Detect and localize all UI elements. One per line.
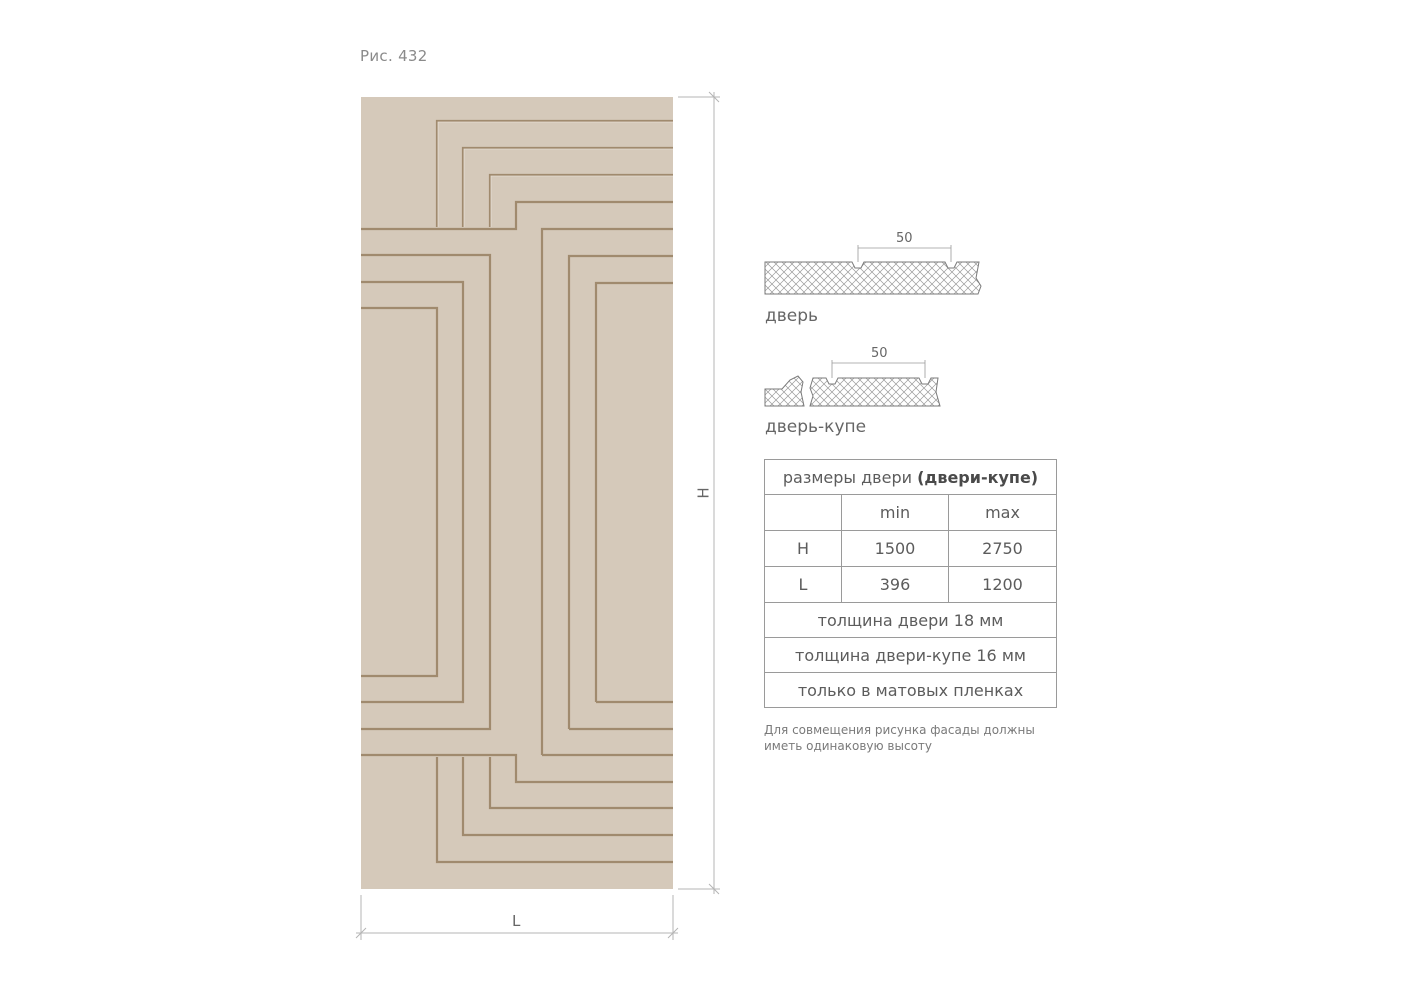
size-table (764, 459, 1057, 708)
door-profile-dimension: 50 (896, 231, 913, 246)
sliding-door-profile-caption: дверь-купе (765, 417, 867, 437)
row-label: L (765, 567, 842, 603)
row-max: 1200 (949, 567, 1057, 603)
door-profile-caption: дверь (765, 306, 819, 326)
width-label: L (512, 912, 521, 930)
table-note: только в матовых пленках (765, 673, 1057, 708)
footnote: Для совмещения рисунка фасады должны иметь одинаковую высоту (764, 723, 1035, 753)
table-header-max: max (949, 495, 1057, 531)
table-note: толщина двери-купе 16 мм (765, 638, 1057, 673)
sliding-door-profile-dimension: 50 (871, 346, 888, 361)
table-row (765, 531, 1057, 567)
figure-label: Рис. 432 (360, 47, 428, 65)
table-header-empty (765, 495, 842, 531)
row-label: H (765, 531, 842, 567)
row-min: 396 (842, 567, 949, 603)
sliding-door-profile-drawing (760, 343, 950, 413)
height-label: H (694, 487, 713, 499)
table-title: размеры двери (двери-купе) (765, 460, 1057, 495)
door-drawing (350, 85, 730, 945)
door-profile-drawing (760, 228, 990, 303)
row-min: 1500 (842, 531, 949, 567)
table-note: толщина двери 18 мм (765, 603, 1057, 638)
row-max: 2750 (949, 531, 1057, 567)
table-row (765, 567, 1057, 603)
table-header-min: min (842, 495, 949, 531)
